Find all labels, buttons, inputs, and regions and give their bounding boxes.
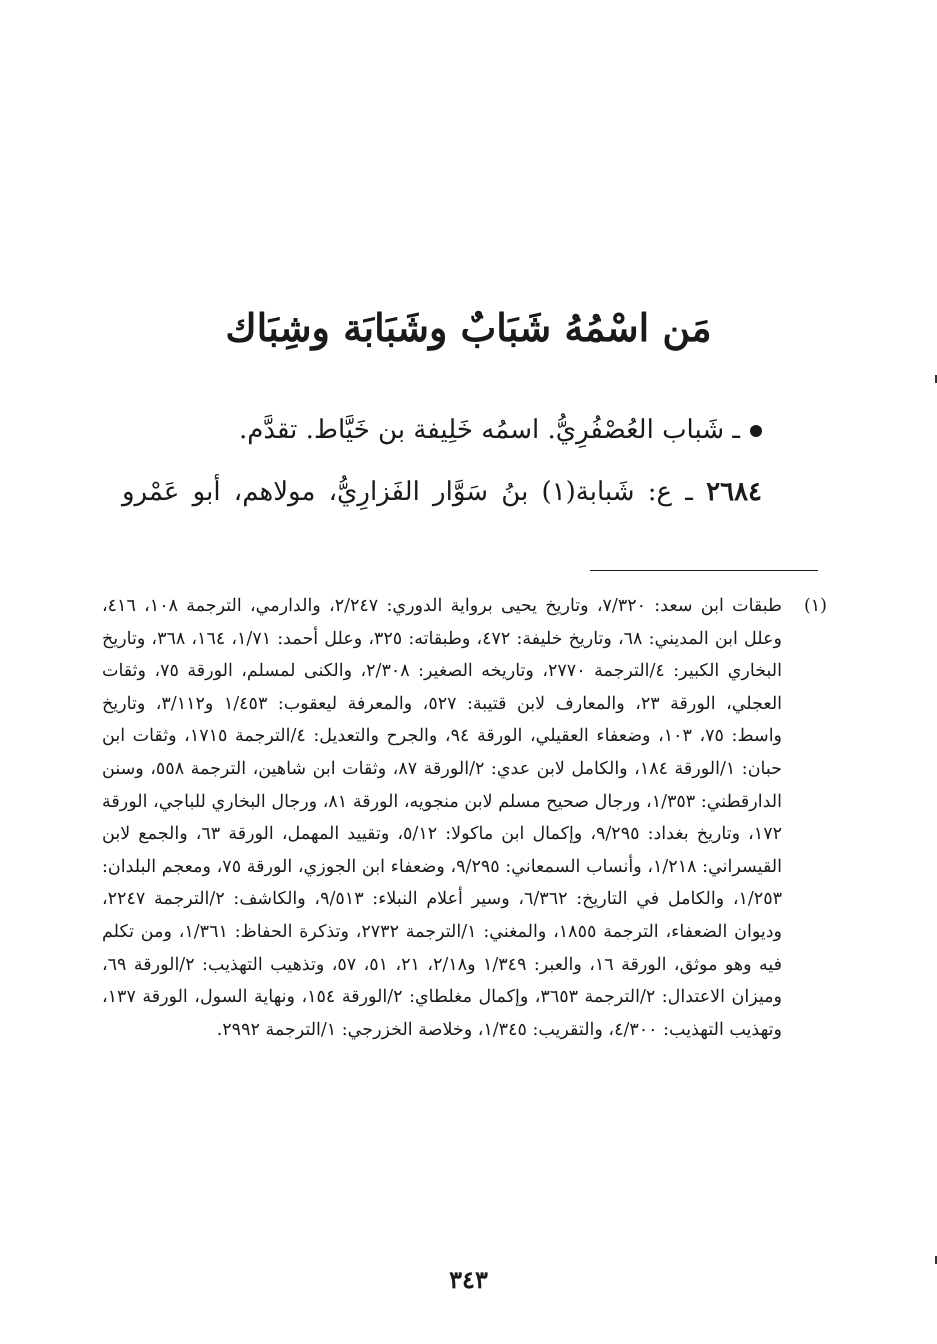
entry-shabab (102, 410, 762, 450)
entry-text: ـ ع: شَبابة(١) بنُ سَوَّار الفَزارِيُّ، مولاهم، أبو عَمْرو (122, 477, 693, 507)
entry-2684 (122, 472, 762, 512)
chapter-title: مَن اسْمُهُ شَبَابٌ وشَبَابَة وشِبَاك (225, 305, 712, 350)
page-number: ٣٤٣ (449, 1265, 488, 1294)
bullet-icon (750, 425, 762, 437)
footnote-marker: (١) (803, 596, 827, 616)
entry-text: ـ شَباب العُصْفُرِيُّ. اسمُه خَلِيفة بن خَيَّاط. تقدَّم. (238, 415, 740, 445)
entry-number: ٢٦٨٤ (706, 477, 763, 507)
footnote-text: طبقات ابن سعد: ٧/٣٢٠، وتاريخ يحيى برواية الدوري: ٢/٢٤٧، والدارمي، الترجمة ١٠٨، ٤١٦، وعلل ابن المديني: ٦٨، وتاريخ خليفة: ٤٧٢، وطبقاته: ٣٢٥، وعلل أحمد: ١/٧١، ١٦٤، ٣٦٨، وتاريخ البخاري الكبير: ٤/الترجمة ٢٧٧٠، وتاريخه الصغير: ٢/٣٠٨، والكنى لمسلم، الورقة ٧٥، وثقات العجلي، الورقة ٢٣، والمعارف لابن قتيبة: ٥٢٧، والمعرفة ليعقوب: ١/٤٥٣ و٣/١١٢، وتاريخ واسط: ٧٥، ١٠٣، وضعفاء العقيلي، الورقة ٩٤، والجرح والتعديل: ٤/الترجمة ١٧١٥، وثقات ابن حبان: ١/الورقة ١٨٤، والكامل لابن عدي: ٢/الورقة ٨٧، وثقات ابن شاهين، الترجمة ٥٥٨، وسنن الدارقطني: ١/٣٥٣، ورجال صحيح مسلم لابن منجويه، الورقة ٨١، ورجال البخاري للباجي، الورقة ١٧٢، وتاريخ بغداد: ٩/٢٩٥، وإكمال ابن ماكولا: ٥/١٢، وتقييد المهمل، الورقة ٦٣، والجمع لابن القيسراني: ١/٢١٨، وأنساب السمعاني: ٩/٢٩٥، وضعفاء ابن الجوزي، الورقة ٧٥، ومعجم البلدان: ١/٢٥٣، والكامل في التاريخ: ٦/٣٦٢، وسير أعلام النبلاء: ٩/٥١٣، والكاشف: ٢/الترجمة ٢٢٤٧، وديوان الضعفاء، الترجمة ١٨٥٥، والمغني: ١/الترجمة ٢٧٣٢، وتذكرة الحفاظ: ١/٣٦١، ومن تكلم فيه وهو موثق، الورقة ١٦، والعبر: ١/٣٤٩ و٢/١٨، ٢١، ٥١، ٥٧، وتذهيب التهذيب: ٢/الورقة ٦٩، وميزان الاعتدال: ٢/الترجمة ٣٦٥٣، وإكمال مغلطاي: ٢/الورقة ١٥٤، ونهاية السول، الورقة ١٣٧، وتهذيب التهذيب: ٤/٣٠٠، والتقريب: ١/٣٤٥، وخلاصة الخزرجي: ١/الترجمة ٢٩٩٢. (102, 596, 783, 1040)
footnote-divider (590, 570, 818, 571)
